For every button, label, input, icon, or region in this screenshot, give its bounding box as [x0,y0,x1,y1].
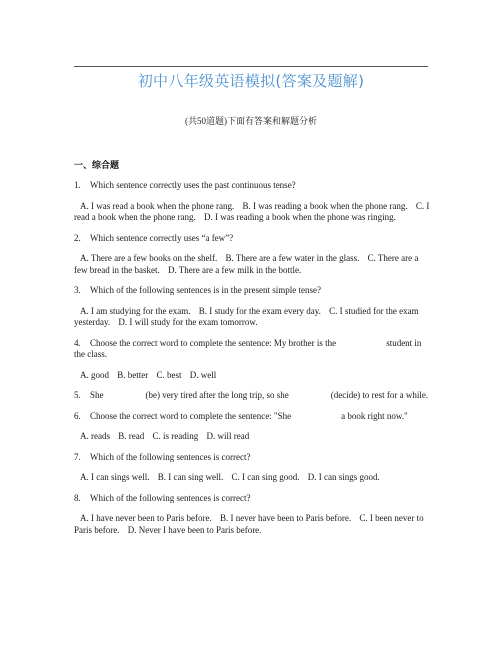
question-number: 1. [74,180,81,190]
question-3-options [74,306,430,329]
question-number: 6. [74,410,81,421]
option-a: A. There are a few books on the shelf. [80,253,218,263]
option-d: D. will read [206,431,250,441]
question-text-cont: (be) very tired after the long trip, so she [145,390,289,400]
option-a: A. I can sings well. [80,472,150,482]
question-number: 2. [74,232,81,243]
question-text-cont: a book right now." [341,410,408,421]
option-d: D. well [189,369,217,380]
option-b: B. I never have been to Paris before. [219,513,352,523]
option-c: C. I can sing good. [231,472,300,482]
option-a: A. reads [80,431,110,441]
option-d: D. I was reading a book when the phone was ringing. [203,212,396,222]
section-heading: 一、综合题 [74,161,120,171]
question-number: 8. [74,492,81,503]
question-text: Which of the following sentences is correct? [90,492,251,503]
option-b: B. I can sing well. [157,472,224,482]
header-rule [74,66,428,67]
option-a: A. I was read a book when the phone rang. [80,200,235,211]
option-c: C. I been never to Paris before. [74,513,424,535]
option-b: B. better [117,369,149,380]
question-2 [74,233,430,245]
question-text: Which of the following sentences is in the present simple tense? [90,285,321,295]
option-d: D. I can sings good. [307,472,380,482]
question-list [74,180,430,545]
question-4 [74,338,430,361]
question-text: Choose the correct word to complete the sentence: "She [90,410,292,421]
page-subtitle: (共50道题)下面有答案和解题分析 [185,116,317,126]
question-1 [74,180,430,192]
option-c: C. There are a few bread in the basket. [74,253,419,275]
option-d: D. I will study for the exam tomorrow. [118,317,258,327]
option-b: B. I was reading a book when the phone rang. [242,200,408,211]
question-number: 5. [74,390,81,400]
option-a: A. I am studying for the exam. [80,305,191,316]
question-1-options [74,201,430,224]
question-text-end: (decide) to rest for a while. [330,390,429,400]
question-8-options [74,513,430,536]
question-2-options [74,253,430,276]
option-b: B. There are a few water in the glass. [225,253,360,263]
option-c: C. best [156,369,182,380]
option-a: A. I have never been to Paris before. [80,513,212,523]
page-title: 初中八年级英语模拟(答案及题解) [137,72,365,90]
question-6 [74,411,430,423]
option-c: C. is reading [152,431,199,441]
option-a: A. good [80,369,109,380]
option-b: B. read [118,431,145,441]
question-5 [74,390,430,402]
question-3 [74,285,430,297]
question-number: 4. [74,337,81,348]
question-7 [74,452,430,464]
option-c: C. I read a book when the phone rang. [74,200,430,222]
question-text: Which sentence correctly uses the past continuous tense? [90,180,296,190]
question-number: 3. [74,285,81,295]
option-b: B. I study for the exam every day. [198,305,321,316]
question-number: 7. [74,451,81,462]
option-d: D. There are a few milk in the bottle. [167,264,302,275]
option-c: C. I studied for the exam yesterday. [74,305,419,327]
question-7-options [74,472,430,484]
question-8 [74,493,430,505]
question-text: Which sentence correctly uses “a few”? [90,232,234,243]
question-4-options [74,370,430,382]
question-text-cont: student in the class. [74,337,422,359]
question-text: She [90,390,104,400]
question-text: Choose the correct word to complete the sentence: My brother is the [90,337,337,348]
option-d: D. Never I have been to Paris before. [127,524,262,535]
question-text: Which of the following sentences is correct? [90,451,251,462]
question-6-options [74,431,430,443]
